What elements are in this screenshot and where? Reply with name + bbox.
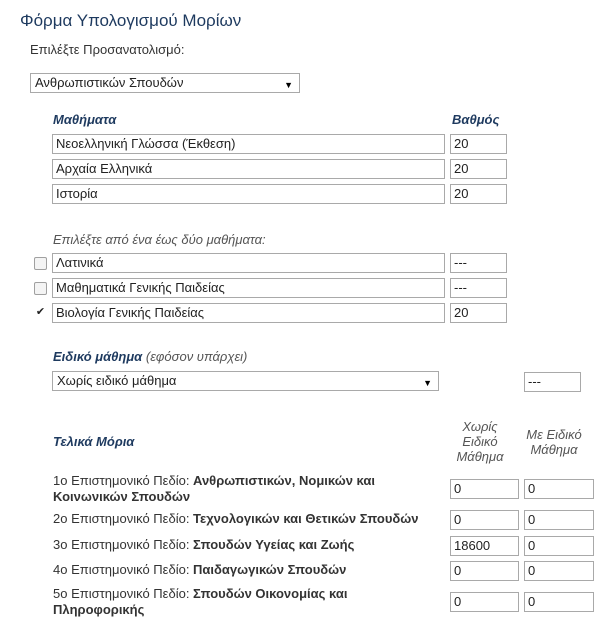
orientation-selected: Ανθρωπιστικών Σπουδών [35,75,184,90]
special-grade-input[interactable]: --- [524,372,581,392]
chevron-down-icon: ▼ [284,80,293,90]
special-note: (εφόσον υπάρχει) [145,349,248,364]
course-grade-input[interactable]: 20 [450,159,507,179]
field-4-with[interactable]: 0 [524,561,594,581]
field-5-without[interactable]: 0 [450,592,519,612]
field-5-label: 5ο Επιστημονικό Πεδίο: Σπουδών Οικονομίας και Πληροφορικής [53,586,348,617]
special-selected: Χωρίς ειδικό μάθημα [57,373,177,388]
optional-course-name: Βιολογία Γενικής Παιδείας [52,303,445,323]
page-title: Φόρμα Υπολογισμού Μορίων [20,11,242,30]
field-2-with[interactable]: 0 [524,510,594,530]
field-3-label: 3ο Επιστημονικό Πεδίο: Σπουδών Υγείας και Ζωής [53,537,355,552]
grade-header: Βαθμός [452,112,500,127]
optional-course-name: Λατινικά [52,253,445,273]
results-header: Τελικά Μόρια [53,434,135,449]
course-name-field: Ιστορία [52,184,445,204]
special-select[interactable] [52,371,439,391]
field-1-with[interactable]: 0 [524,479,594,499]
chevron-down-icon: ▼ [423,378,432,388]
latin-checkbox[interactable] [34,257,47,270]
course-name-field: Νεοελληνική Γλώσσα (Έκθεση) [52,134,445,154]
field-5-with[interactable]: 0 [524,592,594,612]
biology-checkbox[interactable] [34,306,47,319]
optional-label: Επιλέξτε από ένα έως δύο μαθήματα: [53,232,266,247]
field-4-label: 4ο Επιστημονικό Πεδίο: Παιδαγωγικών Σπουδών [53,562,347,577]
special-label: Ειδικό μάθημα [53,349,143,364]
course-grade-input[interactable]: 20 [450,134,507,154]
field-3-without[interactable]: 18600 [450,536,519,556]
field-1-label: 1ο Επιστημονικό Πεδίο: Ανθρωπιστικών, Νομικών και Κοινωνικών Σπουδών [53,473,375,504]
orientation-label: Επιλέξτε Προσανατολισμό: [30,42,185,57]
optional-course-name: Μαθηματικά Γενικής Παιδείας [52,278,445,298]
optional-grade-input[interactable]: 20 [450,303,507,323]
field-2-without[interactable]: 0 [450,510,519,530]
orientation-select[interactable] [30,73,300,93]
field-3-with[interactable]: 0 [524,536,594,556]
checkmark-icon: ✔ [35,306,46,318]
optional-grade-input[interactable]: --- [450,253,507,273]
subjects-header: Μαθήματα [53,112,117,127]
field-2-label: 2ο Επιστημονικό Πεδίο: Τεχνολογικών και Θετικών Σπουδών [53,511,419,526]
special-label-group [53,349,247,364]
col-without-special: Χωρίς Ειδικό Μάθημα [456,419,504,464]
course-grade-input[interactable]: 20 [450,184,507,204]
col-with-special: Με Ειδικό Μάθημα [526,427,582,457]
course-name-field: Αρχαία Ελληνικά [52,159,445,179]
field-4-without[interactable]: 0 [450,561,519,581]
optional-grade-input[interactable]: --- [450,278,507,298]
field-1-without[interactable]: 0 [450,479,519,499]
math-checkbox[interactable] [34,282,47,295]
